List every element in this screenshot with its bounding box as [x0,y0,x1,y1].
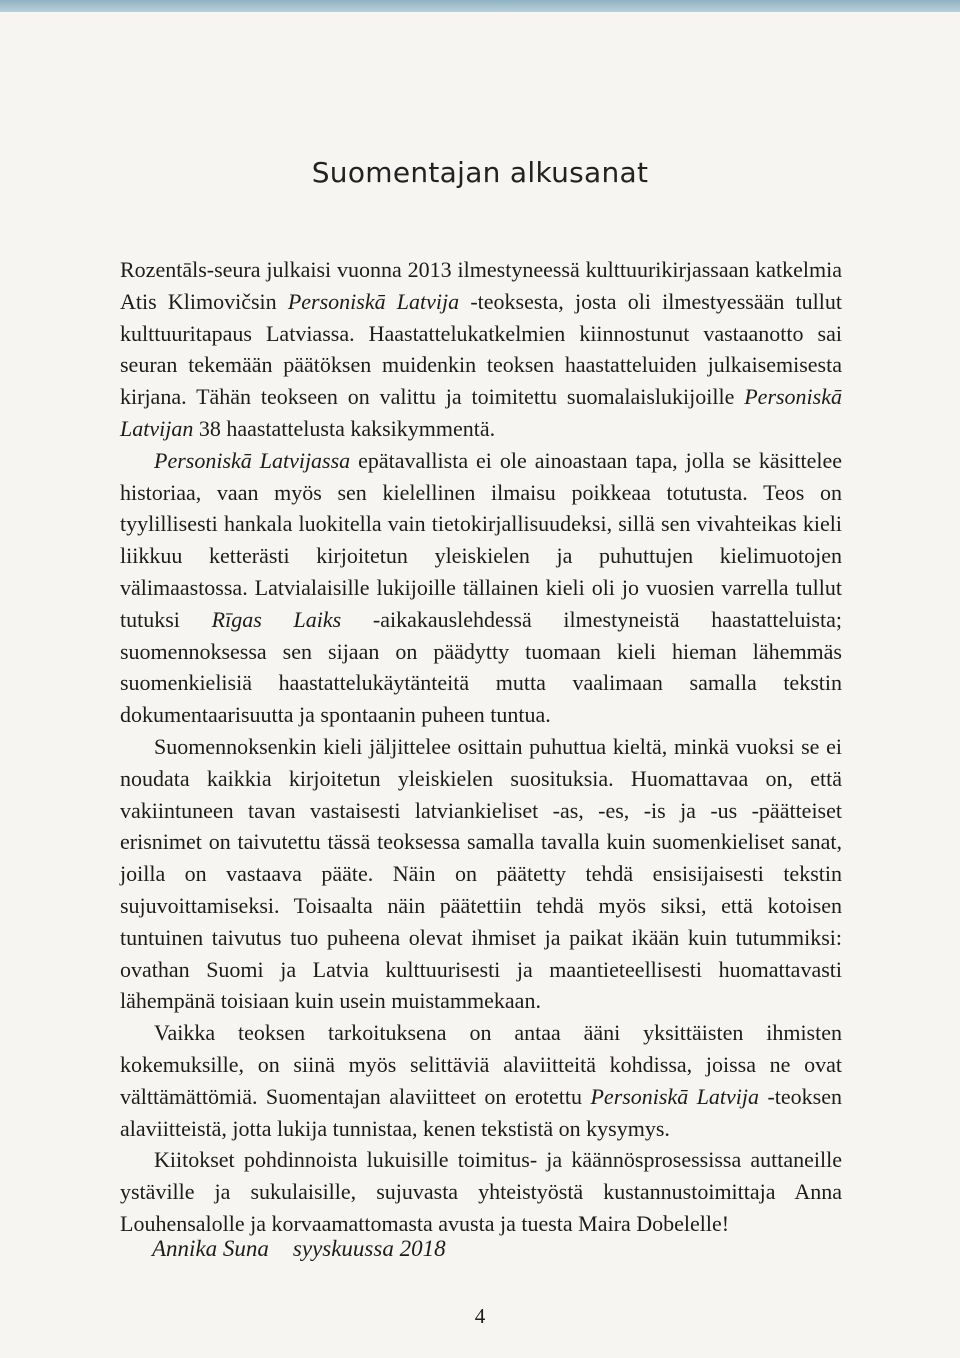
top-edge-strip [0,0,960,12]
paragraph-1 [120,254,842,445]
paragraph-2 [120,445,842,731]
text-run: -teoksen alaviitteistä, jotta lukija tunnistaa, kenen tekstistä on kysymys. [120,1083,843,1141]
text-run: Rozentāls-seura julkaisi vuonna 2013 ilmestyneessä kulttuurikirjassaan katkelmia Atis Klimovičsin [120,257,842,314]
text-run: -aikakauslehdessä ilmestyneistä haastatteluista; suomennoksessa sen sijaan on päädytty tuomaan kieli hieman lähemmäs suomenkielisiä haastattelukäytänteitä mutta vaalimaan samalla tekstin dokumentaarisuutta ja spontaanin puheen tuntua. [120,606,842,728]
text-run: Kiitokset pohdinnoista lukuisille toimitus- ja käännösprosessissa auttaneille ystäville ja sukulaisille, sujuvasta yhteistyöstä kustannustoimittaja Anna Louhensalolle ja korvaamattomasta avusta ja tuesta Maira Dobelelle! [120,1147,842,1236]
paragraph-3 [120,731,842,1017]
page-number: 4 [474,1304,486,1328]
text-run: -teoksesta, josta oli ilmestyessään tullut kulttuuritapaus Latviassa. Haastattelukatkelmien kiinnostunut vastaanotto sai seuran tekemään päätöksen muidenkin teoksen haastatteluiden julkaisemisesta kirjana. Tähän teokseen on valittu ja toimitettu suomalaislukijoille [120,288,842,410]
signature-author: Annika Suna [152,1236,269,1261]
signature-line [152,1236,446,1262]
italic-title-run: Personiskā Latvija [287,288,460,314]
paragraph-5 [120,1144,842,1239]
text-run: Vaikka teoksen tarkoituksena on antaa ääni yksittäisten ihmisten kokemuksille, on siinä myös selittäviä alaviitteitä kohdissa, joissa ne ovat välttämättömiä. Suomentajan alaviitteet on erotettu [120,1020,842,1109]
paragraph-4 [120,1017,842,1144]
text-run: epätavallista ei ole ainoastaan tapa, jolla se käsittelee historiaa, vaan myös sen kielellinen ilmaisu poikkeaa totutusta. Teos on tyylillisesti hankala luokitella vain tietokirjallisuudeksi, sillä sen vivahteikas kieli liikkuu ketterästi kirjoitetun yleiskielen ja puhuttujen kielimuotojen välimaastossa. Latvialaisille lukijoille tällainen kieli oli jo vuosien varrella tullut tutuksi [120,447,842,632]
text-run: 38 haastattelusta kaksikymmentä. [193,415,496,441]
page-title: Suomentajan alkusanat [311,156,649,189]
italic-title-run: Personiskā Latvijassa [154,447,351,473]
signature-date: syyskuussa 2018 [292,1236,446,1261]
italic-title-run: Personiskā Latvija [590,1083,760,1109]
text-run: Suomennoksenkin kieli jäljittelee osittain puhuttua kieltä, minkä vuoksi se ei noudata kaikkia kirjoitetun yleiskielen suosituksia. Huomattavaa on, että vakiintuneen tavan vastaisesti latviankieliset -as, -es, -is ja -us -päätteiset erisnimet on taivutettu tässä teoksessa samalla tavalla kuin suomenkieliset sanat, joilla on vastaava pääte. Näin on päätetty tehdä ensisijaisesti tekstin sujuvoittamiseksi. Toisaalta näin päätettiin tehdä myös siksi, että kotoisen tuntuinen taivutus tuo puheena olevat ihmiset ja paikat ikään kuin tutummiksi: ovathan Suomi ja Latvia kulttuurisesti ja maantieteellisesti huomattavasti lähempänä toisiaan kuin usein muistammekaan. [120,733,842,1014]
book-page [0,12,960,1358]
italic-title-run: Rīgas Laiks [211,606,342,632]
italic-title-run: Personiskā Latvijan [120,384,842,441]
body-text [120,254,842,1240]
